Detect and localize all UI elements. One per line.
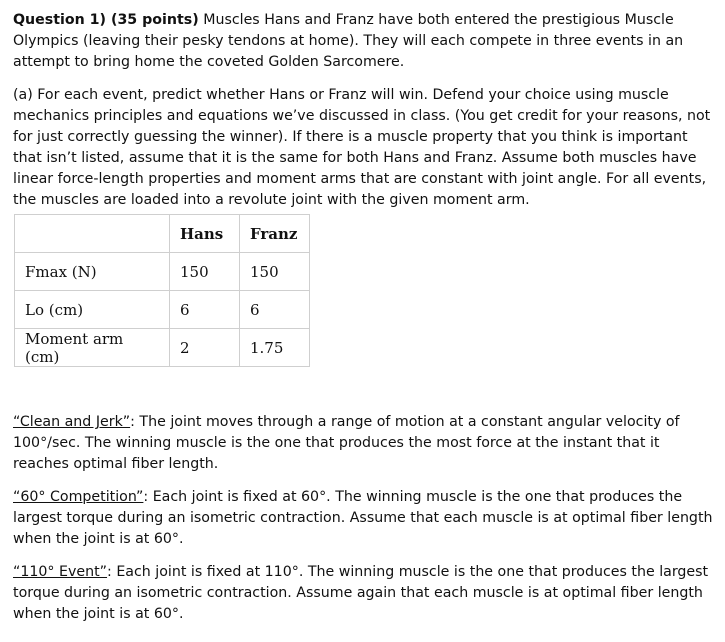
- franz-value: 150: [240, 253, 310, 291]
- hans-value: 150: [170, 253, 240, 291]
- hans-value: 2: [170, 329, 240, 367]
- table-row: [15, 329, 310, 367]
- event-description: : Each joint is fixed at 60°. The winning muscle is the one that produces the largest torque during an isometric contraction. Assume that each muscle is at optimal fiber length when the joint is at 60°.: [13, 489, 713, 547]
- event-description: : The joint moves through a range of motion at a constant angular velocity of 100°/sec. The winning muscle is the one that produces the most force at the instant that it reaches optimal fiber length.: [13, 414, 680, 472]
- row-label: Lo (cm): [15, 291, 170, 329]
- franz-value: 1.75: [240, 329, 310, 367]
- table-header-hans: Hans: [170, 215, 240, 253]
- row-label: Fmax (N): [15, 253, 170, 291]
- event-name: “110° Event”: [13, 564, 108, 580]
- event-name: “Clean and Jerk”: [13, 414, 131, 430]
- question-document: [13, 10, 713, 625]
- event-description: : Each joint is fixed at 110°. The winning muscle is the one that produces the largest torque during an isometric contraction. Assume again that each muscle is at optimal fiber length when the joint is at 60°.: [13, 564, 709, 622]
- table-row: [15, 253, 310, 291]
- table-header-cell: [15, 215, 170, 253]
- event-name: “60° Competition”: [13, 489, 144, 505]
- question-intro: [13, 10, 713, 73]
- part-a-text: (a) For each event, predict whether Hans or Franz will win. Defend your choice using muscle mechanics principles and equations we’ve discussed in class. (You get credit for your reasons, not for just correctly guessing the winner). If there is a muscle property that you think is important that isn’t listed, assume that it is the same for both Hans and Franz. Assume both muscles have linear force-length properties and moment arms that are constant with joint angle. For all events, the muscles are loaded into a revolute joint with the given moment arm.: [13, 87, 711, 208]
- event-60-competition: [13, 487, 713, 550]
- event-clean-and-jerk: [13, 412, 713, 475]
- event-110-event: [13, 562, 713, 625]
- hans-value: 6: [170, 291, 240, 329]
- row-label: Moment arm (cm): [15, 329, 170, 367]
- question-heading: Question 1) (35 points): [13, 12, 199, 28]
- table-row: [15, 291, 310, 329]
- intro-text: Muscles Hans and Franz have both entered the prestigious Muscle Olympics (leaving their pesky tendons at home). They will each compete in three events in an attempt to bring home the coveted Golden Sarcomere.: [13, 12, 684, 70]
- franz-value: 6: [240, 291, 310, 329]
- muscle-properties-table: [14, 214, 310, 367]
- table-header-row: [15, 215, 310, 253]
- table-header-franz: Franz: [240, 215, 310, 253]
